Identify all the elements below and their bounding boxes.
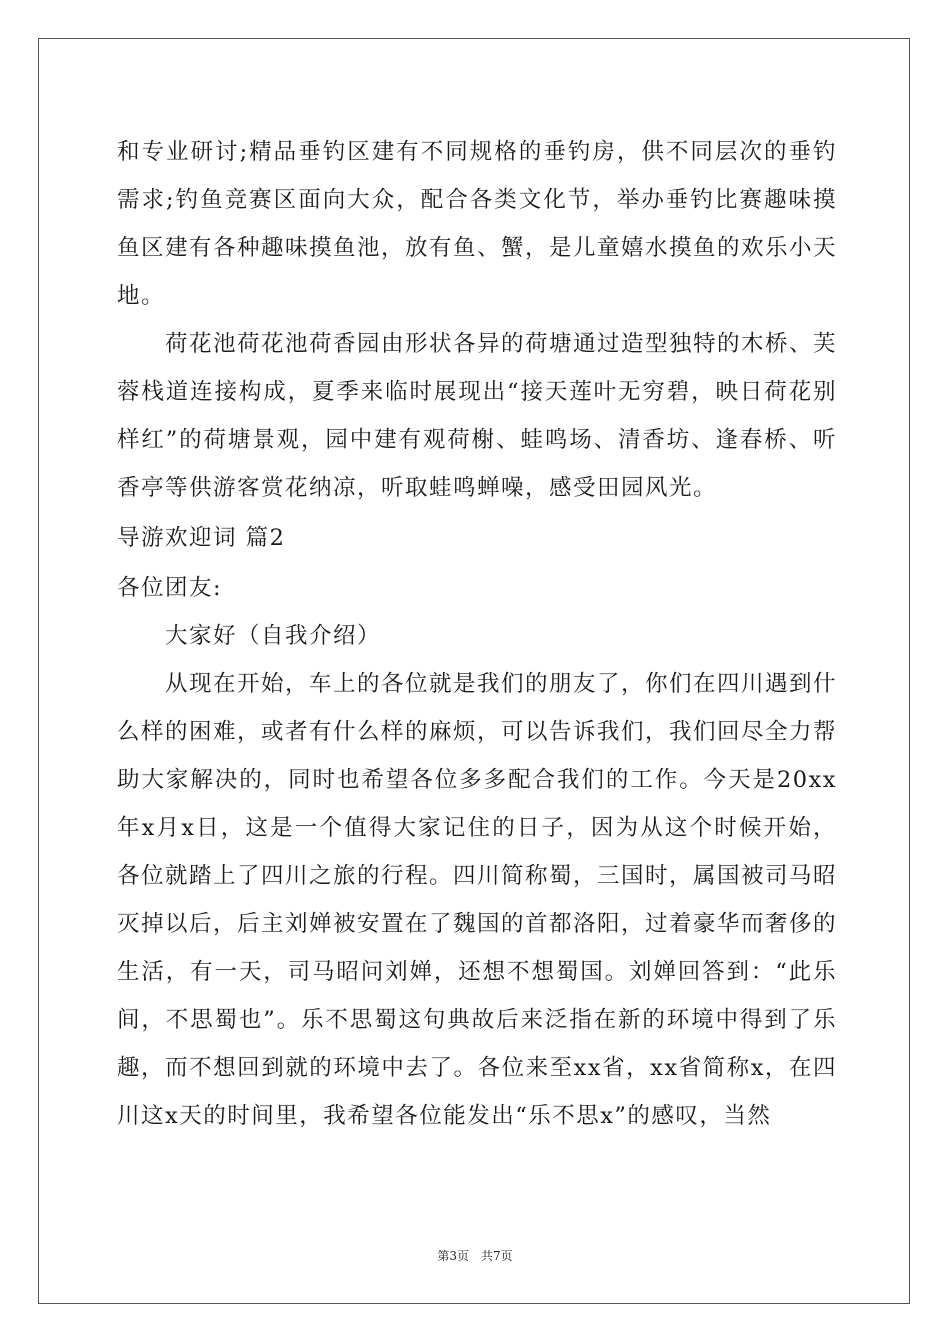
page-number-current: 第3页 xyxy=(437,1249,469,1263)
salutation: 各位团友: xyxy=(117,575,223,601)
document-body xyxy=(117,128,837,1140)
section-heading: 导游欢迎词 篇2 xyxy=(117,525,286,551)
greeting-line: 大家好（自我介绍） xyxy=(165,623,382,649)
paragraph-fishing: 和专业研讨;精品垂钓区建有不同规格的垂钓房，供不同层次的垂钓需求;钓鱼竞赛区面向大众，配合各类文化节，举办垂钓比赛趣味摸鱼区建有各种趣味摸鱼池，放有鱼、蟹，是儿童嬉水摸鱼的欢乐小天地。 xyxy=(117,139,838,309)
paragraph-welcome: 从现在开始，车上的各位就是我们的朋友了，你们在四川遇到什么样的困难，或者有什么样的麻烦，可以告诉我们，我们回尽全力帮助大家解决的，同时也希望各位多多配合我们的工作。今天是20xx年x月x日，这是一个值得大家记住的日子，因为从这个时候开始，各位就踏上了四川之旅的行程。四川简称蜀，三国时，属国被司马昭灭掉以后，后主刘婵被安置在了魏国的首都洛阳，过着豪华而奢侈的生活，有一天，司马昭问刘婵，还想不想蜀国。刘婵回答到：“此乐间，不思蜀也”。乐不思蜀这句典故后来泛指在新的环境中得到了乐趣，而不想回到就的环境中去了。各位来至xx省，xx省简称x，在四川这x天的时间里，我希望各位能发出“乐不思x”的感叹，当然 xyxy=(117,671,838,1129)
paragraph-lotus-pond: 荷花池荷花池荷香园由形状各异的荷塘通过造型独特的木桥、芙蓉栈道连接构成，夏季来临时展现出“接天莲叶无穷碧，映日荷花别样红”的荷塘景观，园中建有观荷榭、蛙鸣场、清香坊、逢春桥、听香亭等供游客赏花纳凉，听取蛙鸣蝉噪，感受田园风光。 xyxy=(117,331,838,501)
page-number-total: 共7页 xyxy=(481,1249,513,1263)
page-footer xyxy=(0,1247,950,1264)
